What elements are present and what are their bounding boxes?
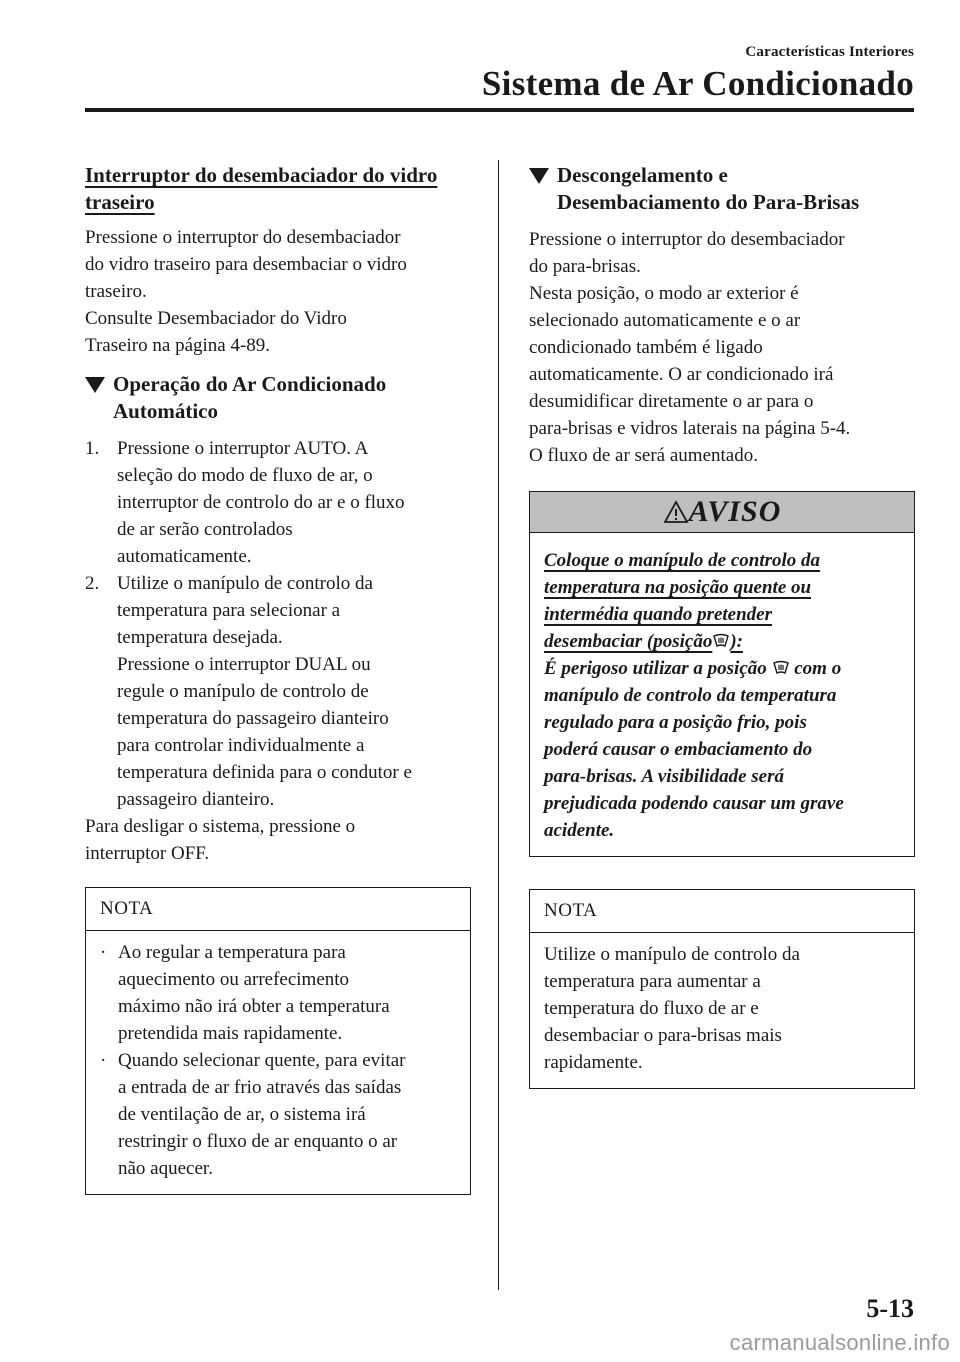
step-item: 2. Utilize o manípulo de controlo da temperatura para selecionar a temperatura desejada. Pressione o interruptor DUAL ou regule o manípulo de controlo de temperatura do passageiro dianteiro para controlar individualmente a temperatura definida para o condutor e passageiro dianteiro. bbox=[85, 573, 412, 810]
note-box-left bbox=[85, 887, 471, 1195]
note-bullet: · Quando selecionar quente, para evitar a entrada de ar frio através das saídas de ventilação de ar, o sistema irá restringir o fluxo de ar enquanto o ar não aquecer. bbox=[100, 1050, 406, 1179]
section-label: Características Interiores bbox=[745, 44, 914, 60]
note-box-right bbox=[529, 889, 915, 1089]
step-item: 1. Pressione o interruptor AUTO. A seleção do modo de fluxo de ar, o interruptor de controlo do ar e o fluxo de ar serão controlados automaticamente. bbox=[85, 438, 405, 567]
windshield-heading: Descongelamento e Desembaciamento do Para-Brisas bbox=[529, 162, 915, 216]
rear-defrost-text: Pressione o interruptor do desembaciador do vidro traseiro para desembaciar o vidro traseiro. Consulte Desembaciador do Vidro Traseiro na página 4-89. bbox=[85, 227, 407, 356]
windshield-defrost-icon bbox=[772, 660, 790, 676]
watermark: carmanualsonline.info bbox=[729, 1330, 950, 1355]
page-title: Sistema de Ar Condicionado bbox=[481, 64, 914, 103]
turn-off-text: Para desligar o sistema, pressione o interruptor OFF. bbox=[85, 816, 356, 864]
left-column bbox=[85, 162, 471, 1195]
warning-title: AVISO bbox=[688, 495, 782, 528]
auto-steps bbox=[85, 435, 471, 813]
page-number: 5-13 bbox=[866, 1294, 914, 1323]
windshield-defrost-icon bbox=[712, 633, 730, 649]
triangle-down-icon bbox=[529, 168, 549, 184]
triangle-down-icon bbox=[85, 377, 105, 393]
warning-header bbox=[530, 492, 914, 533]
note-title: NOTA bbox=[86, 888, 470, 931]
windshield-text: Pressione o interruptor do desembaciador do para-brisas. Nesta posição, o modo ar exterior é selecionado automaticamente e o ar condicionado também é ligado automaticamente. O ar condicionado irá desumidificar diretamente o ar para o para-brisas e vidros laterais na página 5-4. O fluxo de ar será aumentado. bbox=[529, 229, 851, 466]
auto-operation-heading: Operação do Ar Condicionado Automático bbox=[85, 371, 471, 425]
header-rule bbox=[85, 108, 914, 112]
note-title: NOTA bbox=[530, 890, 914, 933]
warning-text: Coloque o manípulo de controlo da temperatura na posição quente ou intermédia quando pretender desembaciar (posição ): É perigoso utilizar a posição com o manípulo de controlo da temperatura regulado para a posição frio, pois poderá causar o embaciamento do para-brisas. A visibilidade será prejudicada podendo causar um grave acidente. bbox=[544, 550, 844, 841]
column-divider bbox=[498, 160, 499, 1290]
warning-box bbox=[529, 491, 915, 857]
right-column bbox=[529, 162, 915, 1089]
note-text: Utilize o manípulo de controlo da temperatura para aumentar a temperatura do fluxo de ar e desembaciar o para-brisas mais rapidamente. bbox=[544, 944, 800, 1073]
note-bullet: · Ao regular a temperatura para aquecimento ou arrefecimento máximo não irá obter a temperatura pretendida mais rapidamente. bbox=[100, 942, 390, 1044]
warning-triangle-icon bbox=[663, 500, 689, 524]
rear-defrost-heading: Interruptor do desembaciador do vidro traseiro bbox=[85, 163, 438, 214]
